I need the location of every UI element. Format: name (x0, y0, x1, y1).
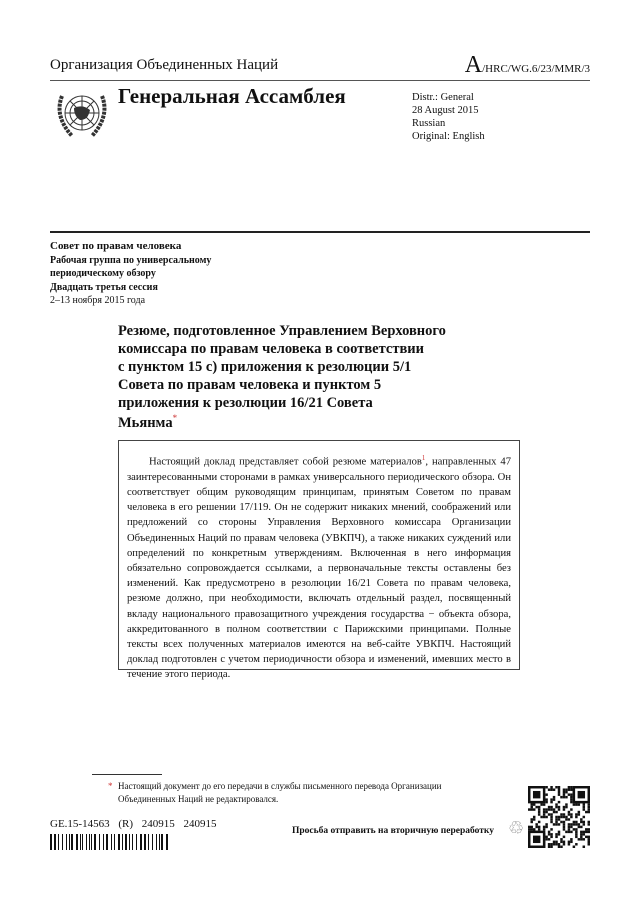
title-line: с пунктом 15 c) приложения к резолюции 5/1 (118, 359, 412, 375)
date-line: 28 August 2015 (412, 105, 479, 116)
symbol-prefix: A (464, 52, 483, 78)
footnote-rule (92, 774, 162, 775)
summary-text-start: Настоящий доклад представляет собой резюме материалов (149, 456, 422, 468)
footnote (108, 780, 498, 806)
symbol-rest: /HRC/WG.6/23/MMR/3 (482, 63, 590, 75)
title-line: приложения к резолюции 16/21 Совета (118, 395, 373, 411)
country-name: Мьянма (118, 414, 173, 431)
council-block (50, 240, 211, 308)
header-rule (50, 80, 590, 81)
title-line: Совета по правам человека и пунктом 5 (118, 377, 382, 393)
organization-name: Организация Объединенных Наций (50, 57, 279, 73)
summary-text-rest: , направленных 47 заинтересованными сторонами в рамках универсального периодического обзора. Он соответствует общим руководящим принципам, принятым Советом по правам человека в его решении 17/119. Он не содержит никаких мнений, соображений или предложений со стороны Управления Верховного комиссара Организации Объединенных Наций по правам человека (УВКПЧ), а также никаких суждений или определений по конкретным утверждениям. Включенная в него информация обязательно сопровождается ссылками, а первоначальные тексты оставлены без изменений. Как предусмотрено в резолюции 16/21 Совета по правам человека, резюме должно, при необходимости, включать отдельный раздел, посвященный вкладу национального правозащитного учреждения государства − объекта обзора, аккредитованного в полном соответствии с Парижскими принципами. Полные тексты всех полученных материалов имеются на веб-сайте УВКПЧ. Настоящий доклад подготовлен с учетом периодичности обзора и изменений, имевших место в течение этого периода. (127, 456, 511, 681)
footnote-ref[interactable]: 1 (421, 454, 426, 462)
footnote-mark: * (108, 781, 113, 791)
working-group-line2: периодическому обзору (50, 268, 156, 279)
title-line: Резюме, подготовленное Управлением Верховного (118, 323, 446, 339)
distr-line: Distr.: General (412, 92, 474, 103)
document-symbol (465, 52, 590, 79)
job-number: GE.15-14563 (R) 240915 240915 (50, 818, 217, 830)
barcode-icon (50, 834, 168, 850)
title-line: комиссара по правам человека в соответствии (118, 341, 424, 357)
session: Двадцать третья сессия (50, 281, 158, 293)
document-title (118, 322, 478, 412)
summary-box (118, 440, 520, 681)
footnote-text: Настоящий документ до его передачи в службы письменного перевода Организации Объединенных Наций не редактировался. (118, 781, 442, 804)
distribution-block (412, 91, 485, 143)
un-emblem-icon (52, 86, 112, 142)
recycle-text: Просьба отправить на вторичную переработку (292, 826, 494, 836)
thick-rule (50, 231, 590, 233)
language-line: Russian (412, 118, 446, 129)
original-line: Original: English (412, 131, 485, 142)
body-title: Генеральная Ассамблея (118, 84, 346, 108)
session-dates: 2–13 ноября 2015 года (50, 295, 146, 306)
summary-text (127, 451, 511, 683)
country-footnote-mark[interactable]: * (172, 413, 178, 423)
working-group-line1: Рабочая группа по универсальному (50, 254, 212, 266)
recycle-icon: ♲ (508, 818, 525, 838)
country-heading (118, 413, 177, 432)
qr-code-icon (528, 786, 590, 848)
council-name: Совет по правам человека (50, 240, 182, 252)
